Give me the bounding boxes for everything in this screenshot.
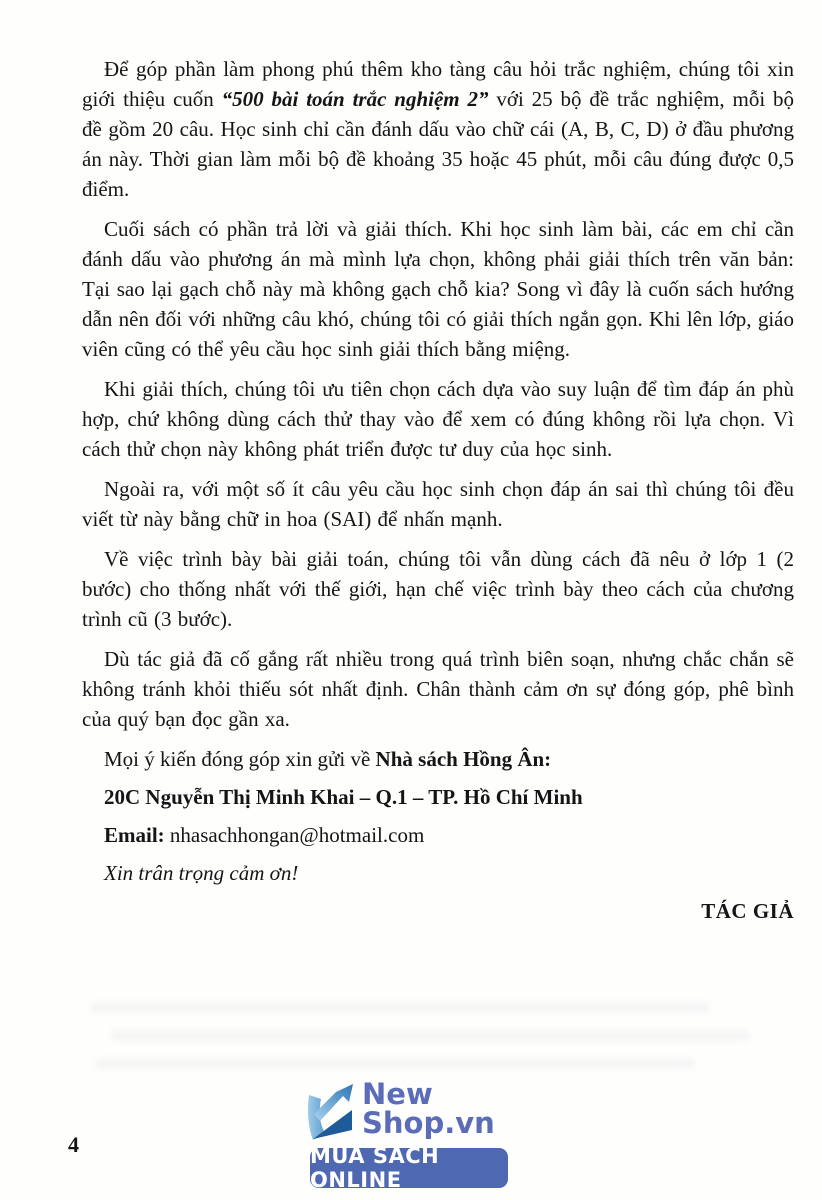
paragraph-presentation: Về việc trình bày bài giải toán, chúng tôi vẫn dùng cách đã nêu ở lớp 1 (2 bước) cho thống nhất với thế giới, hạn chế việc trình bày theo cách của chương trình cũ (3 bước).	[82, 547, 794, 631]
contact-intro-line	[82, 744, 794, 774]
newshop-arrows-icon	[306, 1083, 358, 1146]
thanks-line: Xin trân trọng cảm ơn!	[104, 861, 299, 885]
email-label: Email:	[104, 823, 165, 847]
newshop-watermark	[306, 1077, 536, 1192]
publisher-name: Nhà sách Hồng Ân:	[375, 747, 552, 771]
paragraph-apology: Dù tác giả đã cố gắng rất nhiều trong quá trình biên soạn, nhưng chắc chắn sẽ không tránh khỏi thiếu sót nhất định. Chân thành cảm ơn sự đóng góp, phê bình của quý bạn đọc gần xa.	[82, 647, 794, 731]
bleed-through-artifact	[110, 1030, 750, 1041]
paragraph-text: với 25 bộ đề trắc nghiệm, mỗi bộ đề gồm 20 câu. Học sinh chỉ cần đánh dấu vào chữ cái (A, B, C, D) ở đầu phương án này. Thời gian làm mỗi bộ đề khoảng 35 hoặc 45 phút, mỗi câu đúng được 0,5 điểm.	[82, 87, 795, 201]
mua-sach-online-banner: MUA SÁCH ONLINE	[310, 1148, 508, 1188]
paragraph-reasoning: Khi giải thích, chúng tôi ưu tiên chọn cách dựa vào suy luận để tìm đáp án phù hợp, chứ không dùng cách thử thay vào để xem có đúng không rồi lựa chọn. Vì cách thử chọn này không phát triển được tư duy của học sinh.	[82, 377, 794, 461]
brand-row	[306, 1077, 536, 1146]
contact-intro-text: Mọi ý kiến đóng góp xin gửi về	[104, 747, 376, 771]
publisher-address: 20C Nguyễn Thị Minh Khai – Q.1 – TP. Hồ Chí Minh	[104, 785, 583, 809]
paragraph-sai-note: Ngoài ra, với một số ít câu yêu cầu học sinh chọn đáp án sai thì chúng tôi đều viết từ này bằng chữ in hoa (SAI) để nhấn mạnh.	[82, 477, 794, 531]
author-signature: TÁC GIẢ	[701, 899, 794, 923]
email-line	[82, 820, 794, 850]
book-title-highlight: “500 bài toán trắc nghiệm 2”	[221, 87, 489, 111]
email-address: nhasachhongan@hotmail.com	[164, 823, 425, 847]
paragraph-text: Để góp phần làm phong phú thêm kho tàng câu hỏi trắc nghiệm, chúng tôi xin giới thiệu cuốn	[82, 57, 794, 111]
paragraph-answers: Cuối sách có phần trả lời và giải thích. Khi học sinh làm bài, các em chỉ cần đánh dấu vào phương án mà mình lựa chọn, không phải giải thích trên văn bản: Tại sao lại gạch chỗ này mà không gạch chỗ kia? Song vì đây là cuốn sách hướng dẫn nên đối với những câu khó, chúng tôi có giải thích ngắn gọn. Khi lên lớp, giáo viên cũng có thể yêu cầu học sinh giải thích bằng miệng.	[82, 217, 794, 361]
paragraph-intro	[82, 54, 794, 204]
bleed-through-artifact	[90, 1002, 710, 1013]
page-number: 4	[68, 1132, 79, 1157]
page-text-block	[82, 54, 794, 926]
brand-wordmark: New Shop.vn	[362, 1077, 495, 1140]
bleed-through-artifact	[95, 1058, 695, 1069]
